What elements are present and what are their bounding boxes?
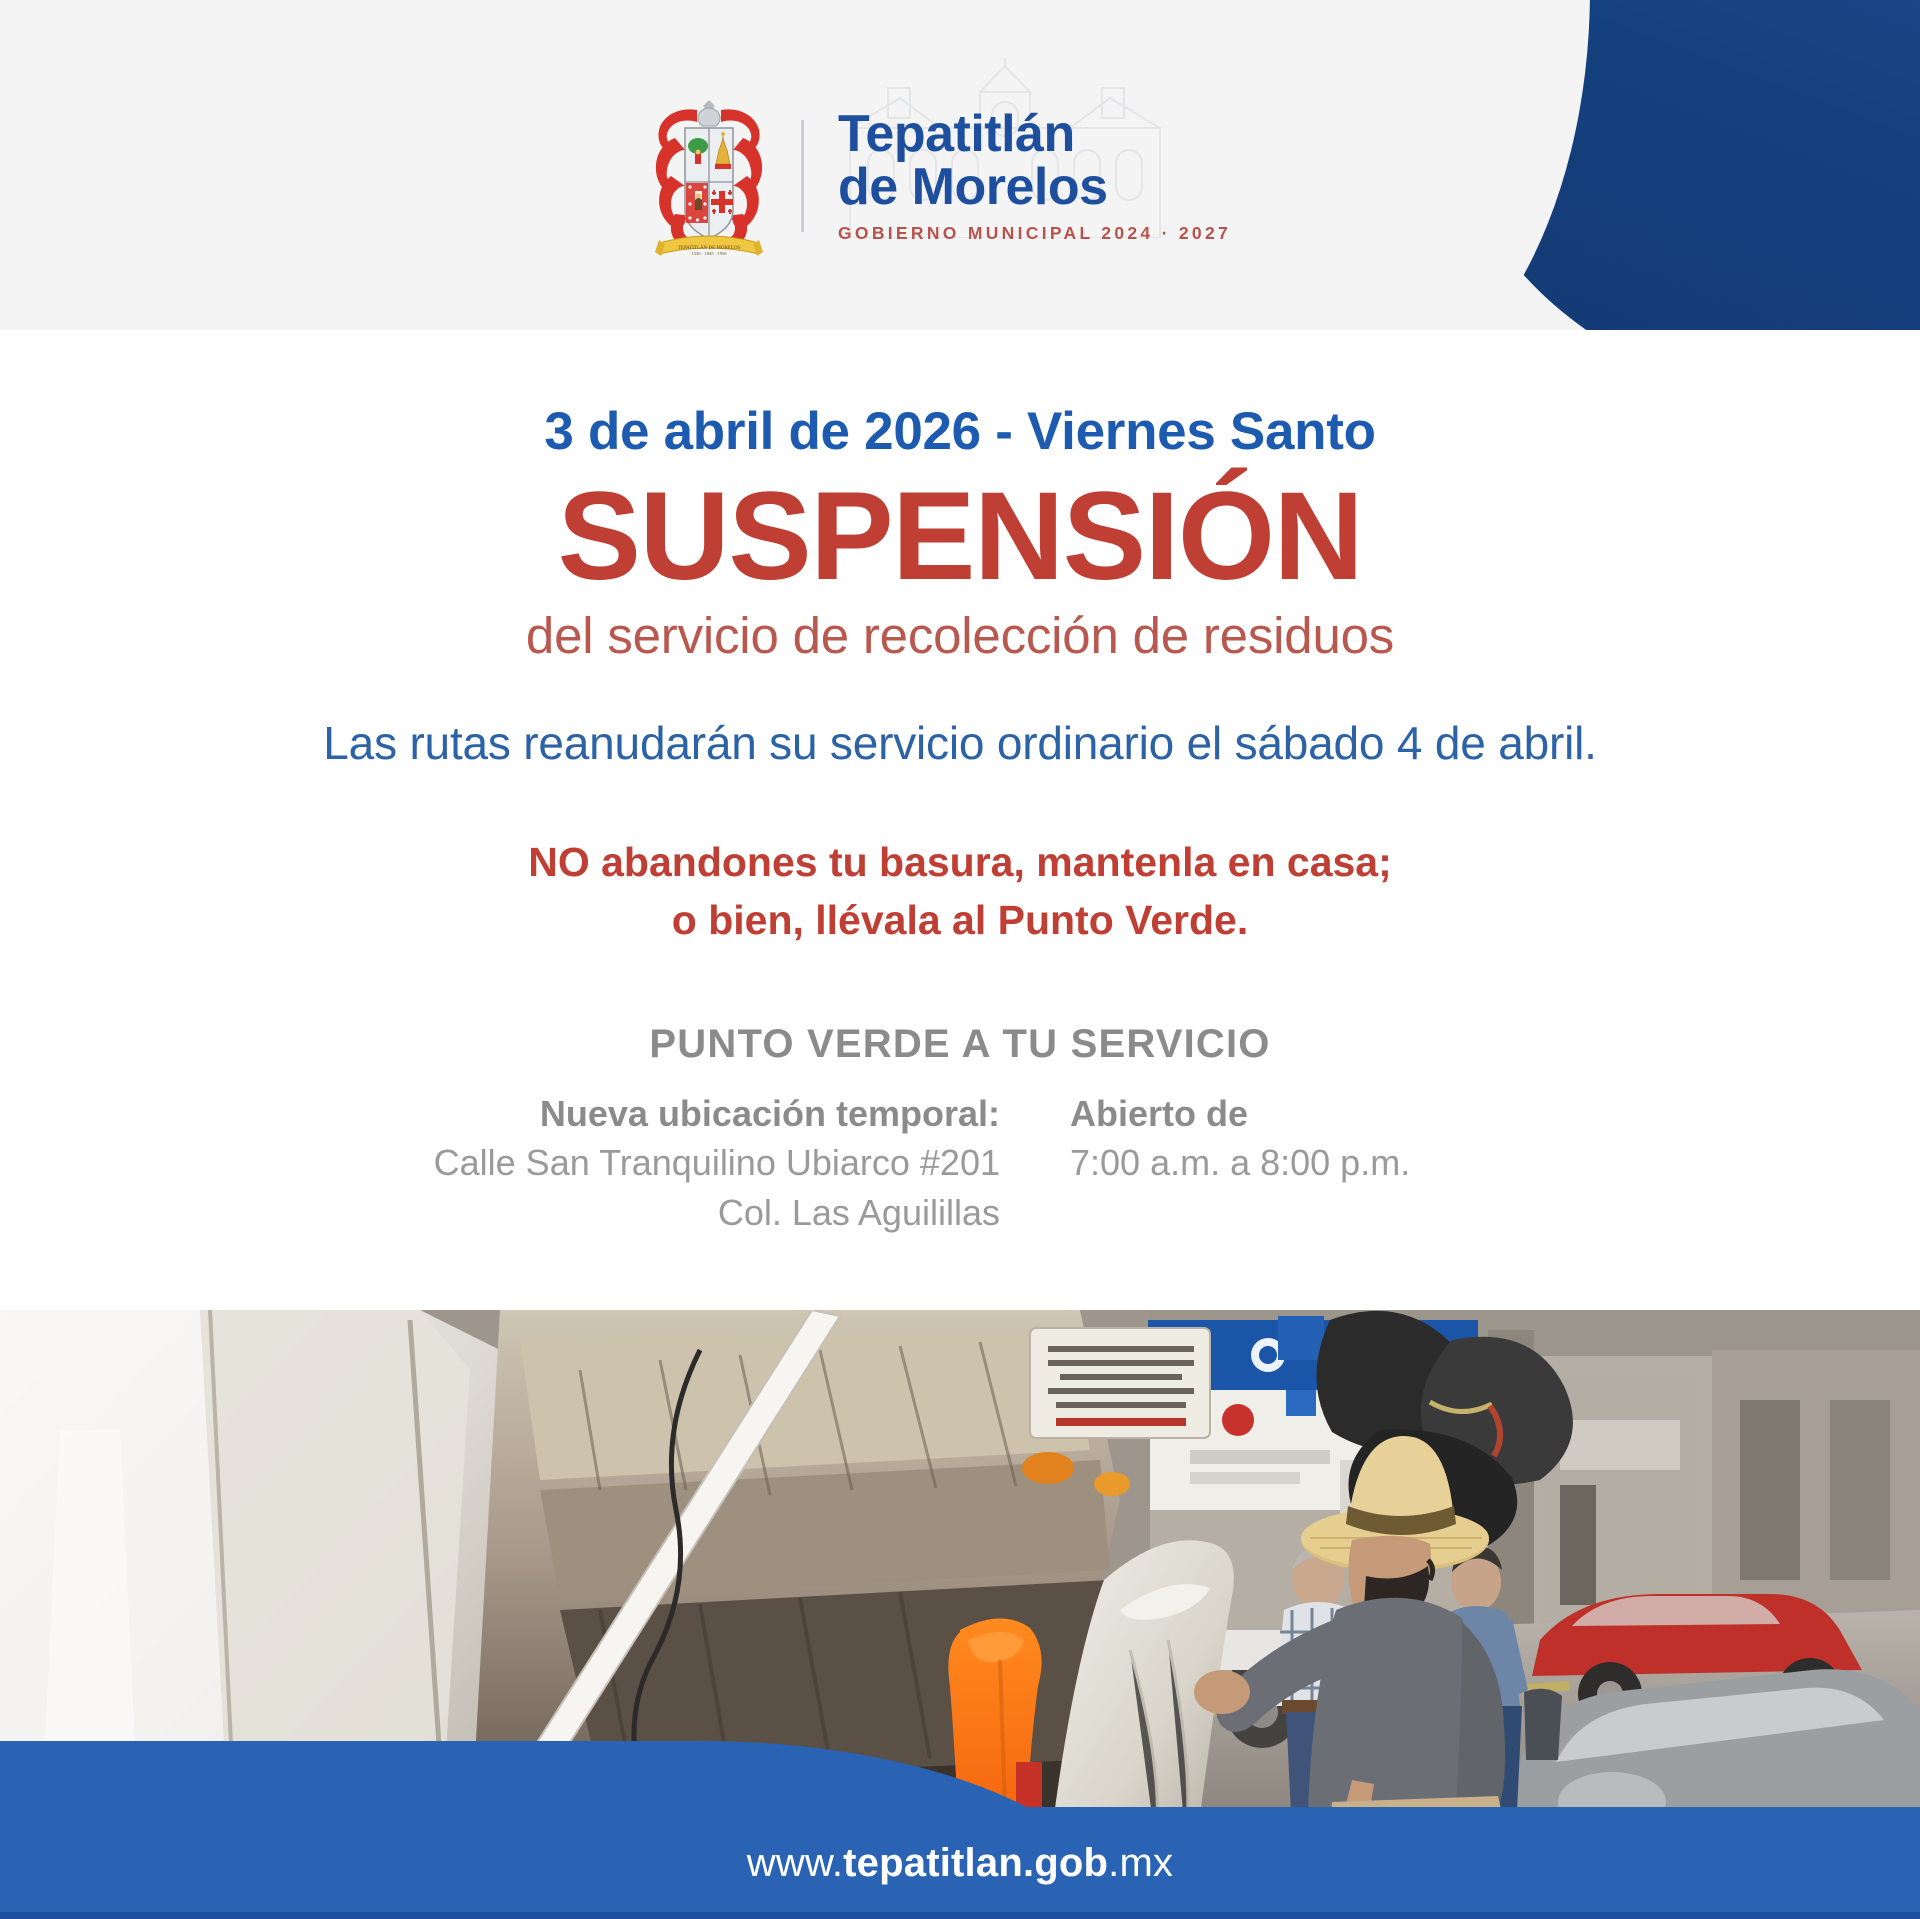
green-point-location-label: Nueva ubicación temporal: (539, 1092, 1000, 1134)
website-url-suffix: .mx (1108, 1840, 1174, 1885)
header-band (0, 0, 1920, 330)
brand-line-1: Tepatitlán (838, 104, 1075, 163)
svg-text:TEPATITLÁN DE MORELOS: TEPATITLÁN DE MORELOS (677, 246, 741, 251)
svg-text:1530 · 1845 · 1956: 1530 · 1845 · 1956 (691, 251, 727, 256)
coat-of-arms-icon (645, 92, 773, 260)
brand-divider (801, 120, 804, 232)
announcement-headline: SUSPENSIÓN (557, 467, 1363, 607)
green-point-hours-label: Abierto de (1070, 1092, 1249, 1134)
green-point-title: PUNTO VERDE A TU SERVICIO (649, 1021, 1271, 1066)
green-point-address-line-2: Col. Las Aguilillas (717, 1191, 1000, 1233)
green-point-location-block (380, 1089, 1000, 1238)
green-point-hours-value: 7:00 a.m. a 8:00 p.m. (1070, 1142, 1411, 1184)
footer-bottom-rule (0, 1912, 1920, 1919)
service-resume-note: Las rutas reanudarán su servicio ordinario el sábado 4 de abril. (323, 716, 1597, 769)
website-url-main: tepatitlan.gob (843, 1840, 1109, 1885)
waste-warning-line-1: NO abandones tu basura, mantenla en casa; (528, 839, 1392, 886)
green-point-details (0, 1089, 1920, 1238)
footer-bar (0, 1807, 1920, 1919)
brand-line-2: de Morelos (838, 158, 1108, 216)
announcement-subheadline: del servicio de recolección de residuos (525, 606, 1395, 664)
waste-warning-message (0, 833, 1920, 949)
website-url[interactable] (747, 1841, 1173, 1886)
announcement-date: 3 de abril de 2026 - Viernes Santo (544, 402, 1376, 461)
brand-subtitle: GOBIERNO MUNICIPAL 2024 · 2027 (838, 223, 1232, 244)
website-url-prefix: www. (746, 1840, 844, 1885)
announcement-content (0, 330, 1920, 1310)
waste-warning-line-2: o bien, llévala al Punto Verde. (671, 897, 1249, 944)
green-point-address-line-1: Calle San Tranquilino Ubiarco #201 (433, 1142, 1000, 1184)
brand-wordmark (838, 104, 1232, 244)
brand-lockup (645, 92, 1231, 260)
green-point-hours-block (1070, 1089, 1540, 1188)
